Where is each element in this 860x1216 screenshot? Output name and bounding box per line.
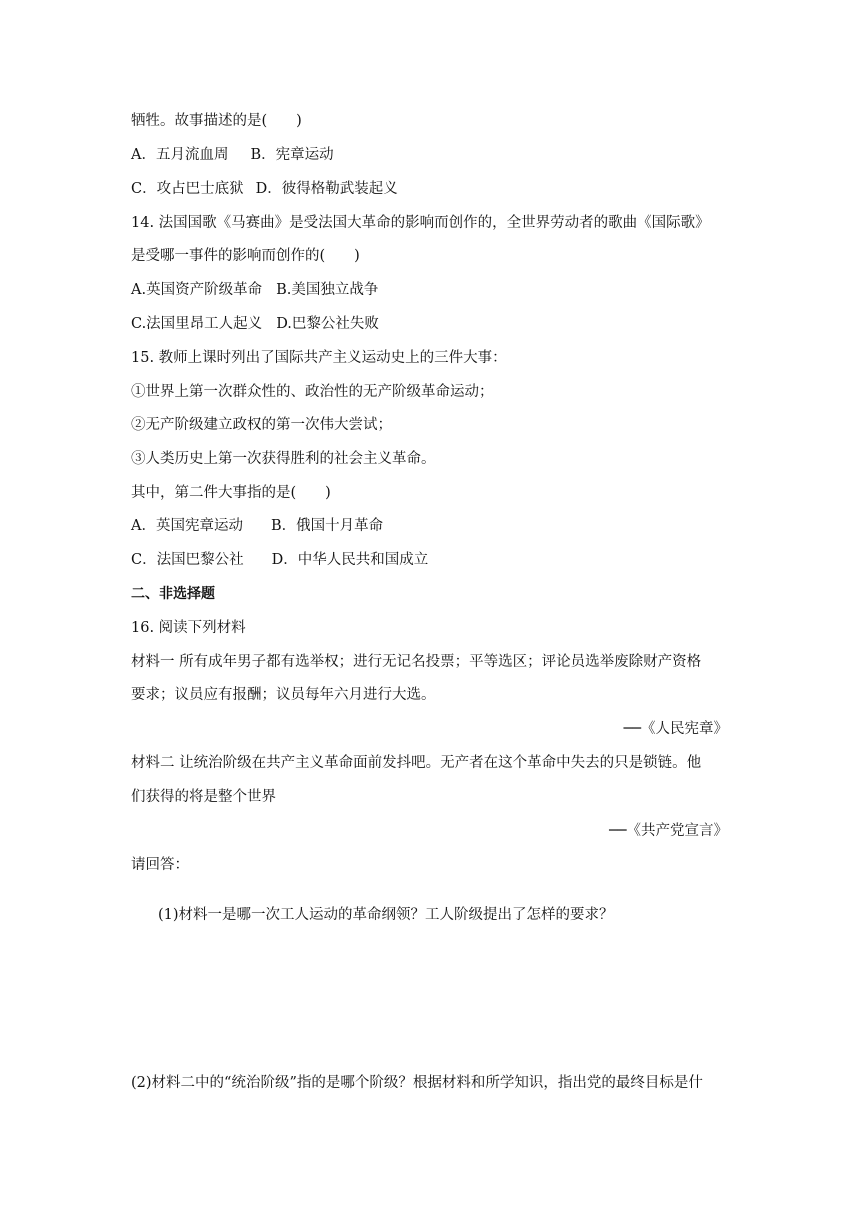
q15-option-b: B．俄国十月革命 [270, 518, 384, 534]
q13-option-d: D．彼得格勒武装起义 [255, 181, 398, 197]
q16-subquestion-2: (2)材料二中的“统治阶级”指的是哪个阶级？根据材料和所学知识，指出党的最终目标是什 [131, 1075, 703, 1091]
q15-item-1: ①世界上第一次群众性的、政治性的无产阶级革命运动； [131, 384, 494, 400]
q16-material1-line2: 要求；议员应有报酬；议员每年六月进行大选。 [131, 687, 436, 703]
q16-material2-line1: 材料二 让统治阶级在共产主义革命面前发抖吧。无产者在这个革命中失去的只是锁链。他 [131, 755, 702, 771]
q15-options-row1 [131, 516, 731, 536]
q15-question: 其中，第二件大事指的是( ) [131, 485, 331, 501]
q16-subquestion-1: (1)材料一是哪一次工人运动的革命纲领？工人阶级提出了怎样的要求？ [158, 907, 614, 923]
q13-option-c: C．攻占巴士底狱 [131, 181, 244, 197]
section-heading-non-choice: 二、非选择题 [131, 586, 215, 602]
q14-options-row1 [131, 280, 731, 300]
q16-material2-line2: 们获得的将是整个世界 [131, 789, 276, 805]
q15-item-3: ③人类历史上第一次获得胜利的社会主义革命。 [131, 451, 436, 467]
q14-option-c: C.法国里昂工人起义 [131, 316, 263, 332]
q15-item-2: ②无产阶级建立政权的第一次伟大尝试； [131, 417, 392, 433]
q14-stem-line2: 是受哪一事件的影响而创作的( ) [131, 248, 360, 264]
q16-stem: 16. 阅读下列材料 [131, 620, 246, 636]
q13-option-b: B．宪章运动 [250, 147, 334, 163]
q14-options-row2 [131, 314, 731, 334]
q15-stem: 15. 教师上课时列出了国际共产主义运动史上的三件大事： [131, 350, 507, 366]
q16-prompt: 请回答： [131, 857, 189, 873]
q13-options-row2 [131, 179, 731, 199]
q14-option-b: B.美国独立战争 [276, 282, 379, 298]
q14-stem-line1: 14. 法国国歌《马赛曲》是受法国大革命的影响而创作的，全世界劳动者的歌曲《国际歌》 [131, 215, 710, 231]
q16-material1-source: ──《人民宪章》 [623, 721, 728, 737]
q15-options-row2 [131, 550, 731, 570]
q15-option-d: D．中华人民共和国成立 [271, 552, 429, 568]
q15-option-c: C．法国巴黎公社 [131, 552, 244, 568]
q16-material2-source: ──《共产党宣言》 [609, 823, 728, 839]
q13-stem: 牺牲。故事描述的是( ) [131, 113, 302, 129]
q15-option-a: A．英国宪章运动 [131, 518, 243, 534]
q13-option-a: A．五月流血周 [131, 147, 229, 163]
q13-options-row1 [131, 145, 731, 165]
q14-option-d: D.巴黎公社失败 [276, 316, 379, 332]
q16-material1-line1: 材料一 所有成年男子都有选举权；进行无记名投票；平等选区；评论员选举废除财产资格 [131, 654, 702, 670]
q14-option-a: A.英国资产阶级革命 [131, 282, 263, 298]
